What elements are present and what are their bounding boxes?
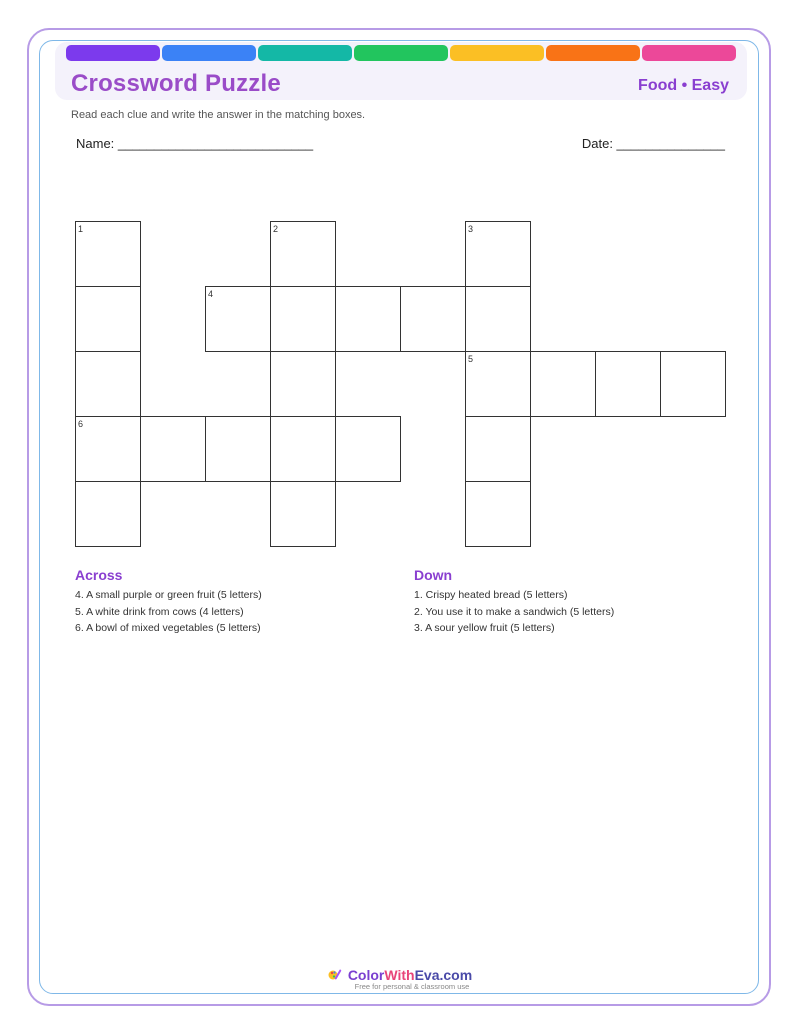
rainbow-segment xyxy=(546,45,640,61)
down-heading: Down xyxy=(414,567,453,583)
grid-cell[interactable] xyxy=(660,351,726,417)
across-clues xyxy=(75,567,395,639)
brand-suffix: .com xyxy=(439,967,473,983)
grid-cell[interactable] xyxy=(270,221,336,287)
tagline: Free for personal & classroom use xyxy=(354,982,470,991)
grid-cell[interactable] xyxy=(270,416,336,482)
down-clue: 2. You use it to make a sandwich (5 letters) xyxy=(414,605,615,618)
clue-number: 3 xyxy=(468,224,474,234)
brand-logo[interactable] xyxy=(0,967,800,983)
grid-cell[interactable] xyxy=(75,286,141,352)
clue-number: 4 xyxy=(208,289,214,299)
grid-cell[interactable] xyxy=(75,481,141,547)
grid-cell[interactable] xyxy=(465,481,531,547)
grid-cell[interactable] xyxy=(530,351,596,417)
rainbow-segment xyxy=(642,45,736,61)
grid-cell[interactable] xyxy=(75,221,141,287)
grid-cell[interactable] xyxy=(465,351,531,417)
grid-cell[interactable] xyxy=(270,286,336,352)
category-tag: Food • Easy xyxy=(638,77,729,94)
rainbow-segment xyxy=(450,45,544,61)
brand-part3: Eva xyxy=(414,967,440,983)
down-clue: 3. A sour yellow fruit (5 letters) xyxy=(414,622,555,634)
grid-cell[interactable] xyxy=(465,416,531,482)
palette-icon xyxy=(328,968,344,982)
rainbow-segment xyxy=(354,45,448,61)
rainbow-segment xyxy=(66,45,160,61)
brand-part1: Color xyxy=(347,967,385,983)
brand-part2: With xyxy=(384,967,415,983)
grid-cell[interactable] xyxy=(335,286,401,352)
down-clue: 1. Crispy heated bread (5 letters) xyxy=(414,589,568,601)
across-clue: 4. A small purple or green fruit (5 letters) xyxy=(75,589,262,601)
clue-number: 6 xyxy=(78,419,84,429)
rainbow-segment xyxy=(258,45,352,61)
grid-cell[interactable] xyxy=(140,416,206,482)
clue-number: 5 xyxy=(468,354,474,364)
clue-number: 2 xyxy=(273,224,279,234)
grid-cell[interactable] xyxy=(465,286,531,352)
grid-cell[interactable] xyxy=(465,221,531,287)
down-clues xyxy=(414,567,734,639)
across-clue: 5. A white drink from cows (4 letters) xyxy=(75,605,244,618)
grid-cell[interactable] xyxy=(205,416,271,482)
grid-cell[interactable] xyxy=(270,351,336,417)
footer xyxy=(0,967,800,991)
grid-cell[interactable] xyxy=(595,351,661,417)
date-field[interactable]: Date: _______________ xyxy=(581,136,725,151)
across-clue: 6. A bowl of mixed vegetables (5 letters) xyxy=(75,622,261,634)
grid-cell[interactable] xyxy=(75,416,141,482)
name-field[interactable]: Name: ___________________________ xyxy=(76,136,314,151)
grid-cell[interactable] xyxy=(75,351,141,417)
inner-border xyxy=(39,40,759,994)
across-heading: Across xyxy=(75,567,123,583)
rainbow-segment xyxy=(162,45,256,61)
grid-cell[interactable] xyxy=(205,286,271,352)
grid-cell[interactable] xyxy=(400,286,466,352)
grid-cell[interactable] xyxy=(335,416,401,482)
grid-cell[interactable] xyxy=(270,481,336,547)
page-title: Crossword Puzzle xyxy=(71,70,281,97)
clue-number: 1 xyxy=(78,224,84,234)
instructions: Read each clue and write the answer in the matching boxes. xyxy=(71,109,366,121)
rainbow-bar xyxy=(66,45,736,61)
